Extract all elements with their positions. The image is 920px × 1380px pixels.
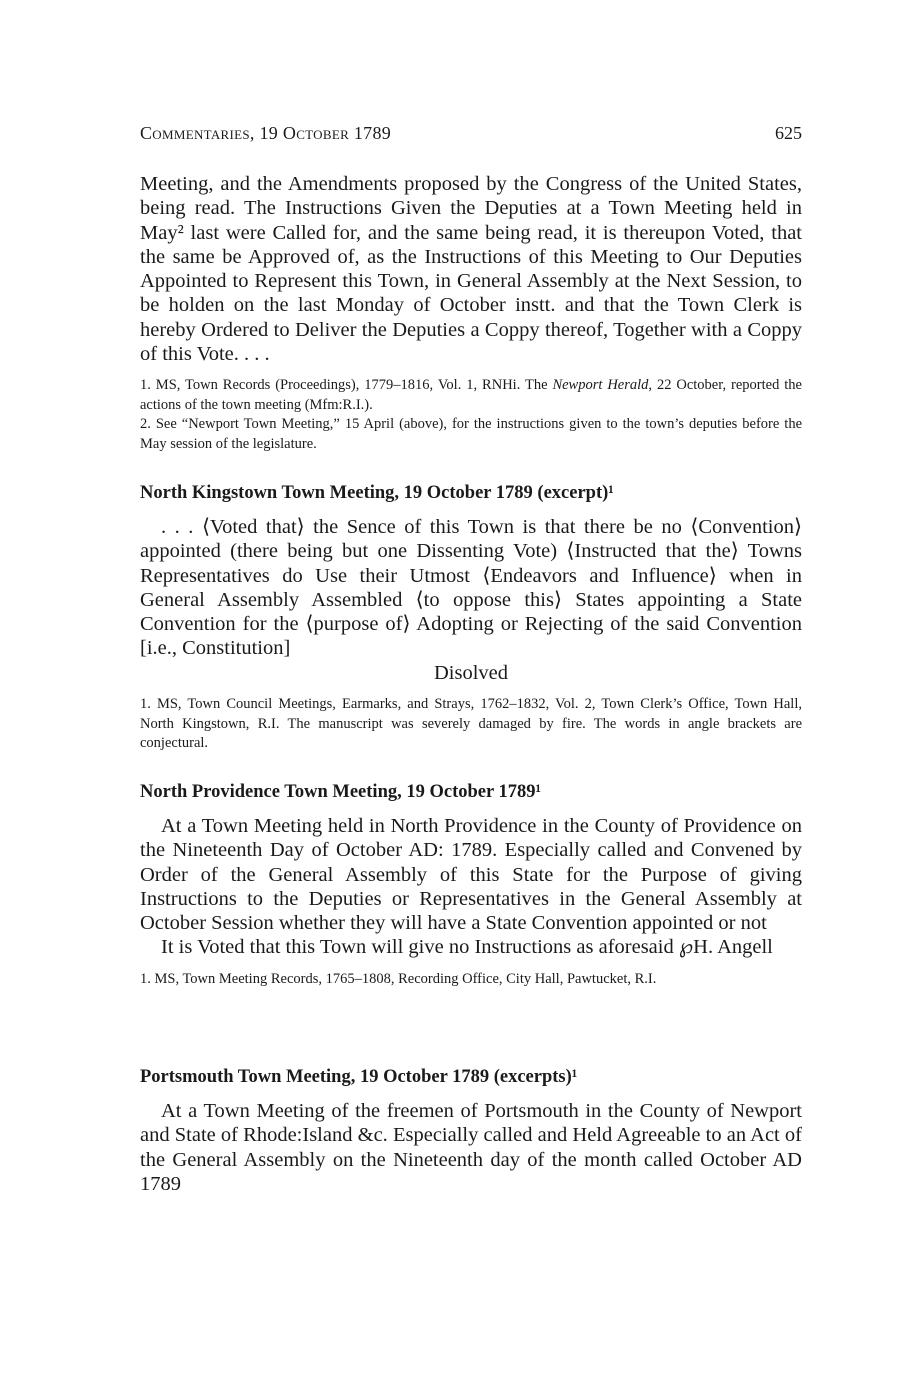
intro-note-1: 1. MS, Town Records (Proceedings), 1779–1816, Vol. 1, RNHi. The Newport Herald, 22 October, reported the actions of the town meeting (Mfm:R.I.).: [140, 377, 802, 413]
north-providence-paragraph-1: At a Town Meeting held in North Providence in the County of Providence on the Nineteenth Day of October AD: 1789. Especially called and Convened by Order of the General Assembly of this State for the Purpose of giving Instructions to the Deputies or Representatives in the General Assembly at October Session whether they will have a State Convention appointed or not: [140, 815, 802, 935]
north-kingstown-closing: Disolved: [433, 661, 509, 684]
running-head-title: Commentaries, 19 October 1789: [140, 123, 392, 143]
intro-paragraph: Meeting, and the Amendments proposed by the Congress of the United States, being read. The Instructions Given the Deputies at a Town Meeting held in May² last were Called for, and the same being read, it is thereupon Voted, that the same be Approved of, as the Instructions of this Meeting to Our Deputies Appointed to Represent this Town, in General Assembly at the Next Session, to be holden on the last Monday of October instt. and that the Town Clerk is hereby Ordered to Deliver the Deputies a Coppy thereof, Together with a Coppy of this Vote. . . .: [140, 173, 802, 366]
running-head: [140, 123, 802, 149]
north-providence-heading: North Providence Town Meeting, 19 October 1789¹: [140, 782, 542, 802]
intro-section: [140, 172, 802, 454]
north-providence-paragraph-2: It is Voted that this Town will give no Instructions as aforesaid ℘H. Angell: [161, 936, 773, 959]
north-kingstown-note-1: 1. MS, Town Council Meetings, Earmarks, and Strays, 1762–1832, Vol. 2, Town Clerk’s Office, Town Hall, North Kingstown, R.I. The manuscript was severely damaged by fire. The words in angle brackets are conjectural.: [140, 696, 802, 752]
north-kingstown-paragraph: . . . ⟨Voted that⟩ the Sence of this Town is that there be no ⟨Convention⟩ appointed (there being but one Dissenting Vote) ⟨Instructed that the⟩ Towns Representatives do Use their Utmost ⟨Endeavors and Influence⟩ when in General Assembly Assembled ⟨to oppose this⟩ States appointing a State Convention for the ⟨purpose of⟩ Adopting or Rejecting of the said Convention [i.e., Constitution]: [140, 516, 802, 660]
intro-note-2: 2. See “Newport Town Meeting,” 15 April (above), for the instructions given to the town’s deputies before the May session of the legislature.: [140, 416, 802, 452]
portsmouth-paragraph: At a Town Meeting of the freemen of Portsmouth in the County of Newport and State of Rhode:Island &c. Especially called and Held Agreeable to an Act of the General Assembly on the Nineteenth day of the month called October AD 1789: [140, 1100, 802, 1195]
north-providence-note-1: 1. MS, Town Meeting Records, 1765–1808, Recording Office, City Hall, Pawtucket, R.I.: [140, 970, 657, 987]
north-kingstown-section: [140, 481, 802, 754]
portsmouth-heading: Portsmouth Town Meeting, 19 October 1789 (excerpts)¹: [140, 1067, 578, 1087]
portsmouth-section: [140, 1065, 802, 1196]
north-kingstown-heading: North Kingstown Town Meeting, 19 October 1789 (excerpt)¹: [140, 483, 614, 503]
page-number: 625: [775, 123, 802, 143]
newport-herald-title: Newport Herald: [552, 377, 649, 394]
north-providence-section: [140, 780, 802, 989]
